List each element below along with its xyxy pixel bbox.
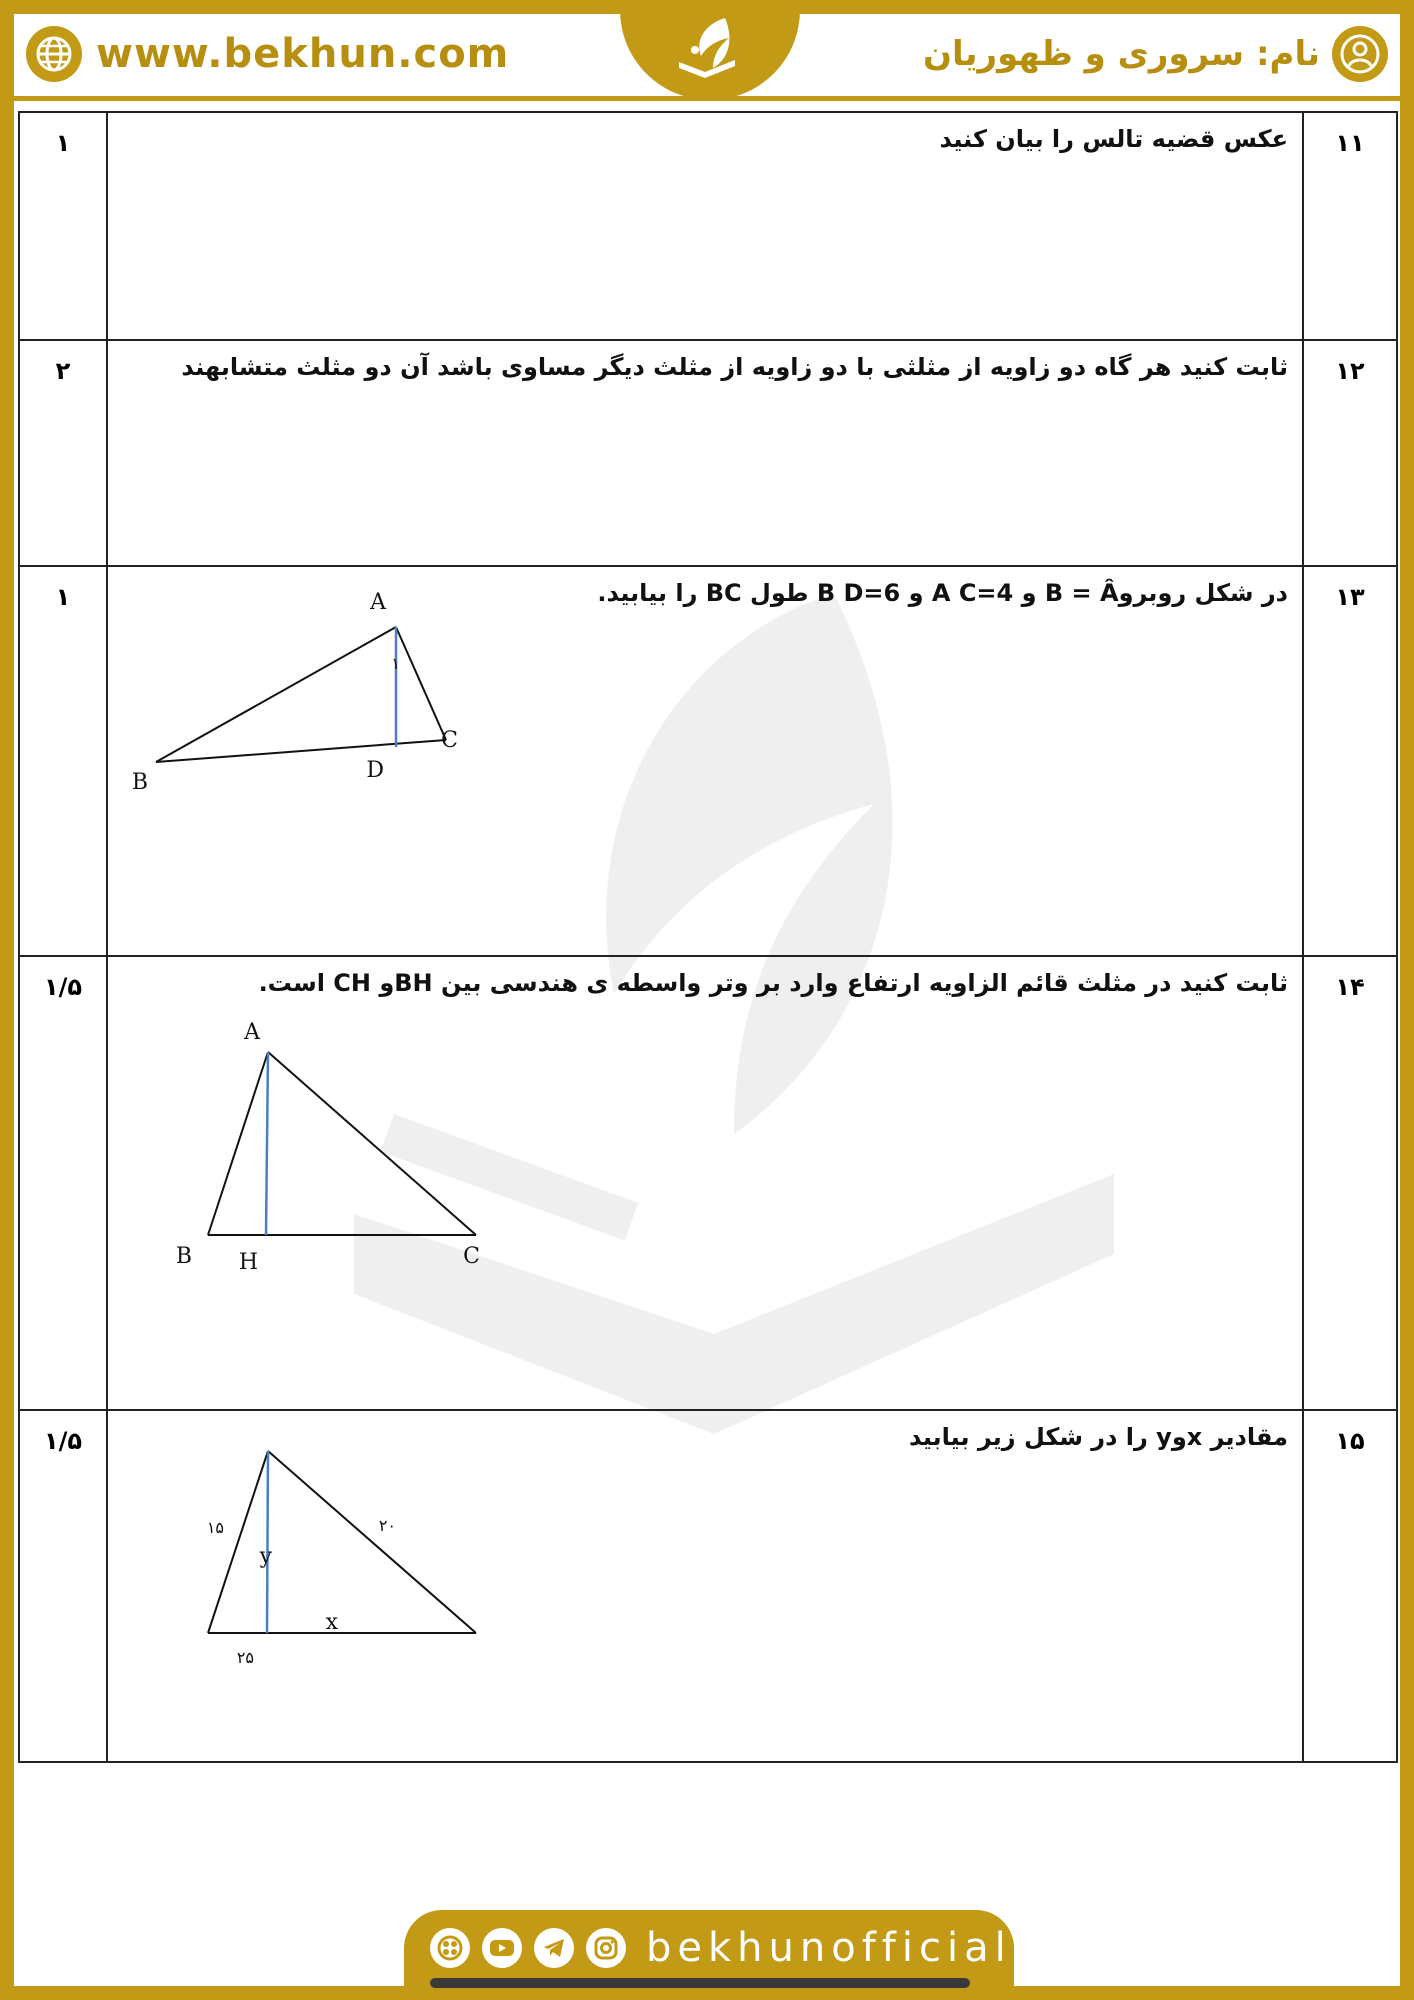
aparat-icon[interactable] bbox=[430, 1928, 470, 1968]
social-handle[interactable]: bekhunofficial bbox=[646, 1925, 1012, 1971]
angle-mark: ۱ bbox=[391, 654, 400, 673]
question-score: ۱/۵ bbox=[19, 956, 107, 1410]
questions-table bbox=[18, 111, 1398, 1763]
youtube-icon[interactable] bbox=[482, 1928, 522, 1968]
question-text: ثابت کنید در مثلث قائم الزاویه ارتفاع وارد بر وتر واسطه ی هندسی بین BHو CH است. bbox=[258, 969, 1288, 997]
question-text: در شکل روبروB = Â و A C=4 و B D=6 طول BC را بیابید. bbox=[597, 579, 1288, 607]
triangle-figure-13 bbox=[128, 577, 528, 817]
name-label: نام: سروری و ظهوریان bbox=[922, 34, 1320, 74]
globe-icon bbox=[26, 26, 82, 82]
vertex-c-label: C bbox=[441, 728, 458, 753]
question-row-11 bbox=[19, 112, 1397, 340]
question-score: ۱ bbox=[19, 112, 107, 340]
question-score: ۲ bbox=[19, 340, 107, 566]
vertex-b-label: B bbox=[175, 1244, 192, 1269]
question-number: ۱۵ bbox=[1303, 1410, 1397, 1762]
vertex-c-label: C bbox=[463, 1244, 480, 1269]
question-row-12 bbox=[19, 340, 1397, 566]
telegram-icon[interactable] bbox=[534, 1928, 574, 1968]
student-name bbox=[923, 24, 1388, 84]
side-ac bbox=[396, 627, 446, 740]
question-text: عکس قضیه تالس را بیان کنید bbox=[939, 125, 1288, 153]
question-score: ۱ bbox=[19, 566, 107, 956]
altitude bbox=[267, 1451, 268, 1633]
question-row-15 bbox=[19, 1410, 1397, 1762]
triangle-figure-15 bbox=[148, 1431, 548, 1671]
side-right bbox=[268, 1451, 476, 1633]
site-link[interactable] bbox=[26, 24, 509, 84]
side-ab bbox=[156, 627, 396, 762]
question-text: مقادیر xوy را در شکل زیر بیابید bbox=[908, 1423, 1288, 1451]
site-url[interactable]: www.bekhun.com bbox=[96, 31, 510, 77]
side-bc bbox=[156, 740, 446, 762]
footer-shadow bbox=[430, 1978, 970, 1988]
question-row-13 bbox=[19, 566, 1397, 956]
question-number: ۱۱ bbox=[1303, 112, 1397, 340]
altitude-ah bbox=[266, 1052, 268, 1235]
logo-mark bbox=[620, 0, 800, 100]
segment-label: x bbox=[325, 1610, 338, 1635]
vertex-h-label: H bbox=[238, 1250, 258, 1275]
user-icon bbox=[1332, 26, 1388, 82]
question-row-14 bbox=[19, 956, 1397, 1410]
question-body bbox=[107, 1410, 1303, 1762]
side-ac bbox=[268, 1052, 476, 1235]
footer-bar bbox=[404, 1910, 1014, 1986]
header-bar bbox=[14, 14, 1400, 101]
question-number: ۱۳ bbox=[1303, 566, 1397, 956]
side-ab bbox=[208, 1052, 268, 1235]
vertex-a-label: A bbox=[244, 1020, 260, 1045]
question-body bbox=[107, 566, 1303, 956]
height-label: y bbox=[259, 1544, 272, 1569]
vertex-d-label: D bbox=[366, 758, 384, 783]
question-body bbox=[107, 112, 1303, 340]
base-left-label: ۲۵ bbox=[236, 1648, 254, 1667]
page bbox=[14, 14, 1400, 1986]
side-left-label: ۱۵ bbox=[206, 1518, 224, 1537]
question-body bbox=[107, 956, 1303, 1410]
side-left bbox=[208, 1451, 268, 1633]
question-score: ۱/۵ bbox=[19, 1410, 107, 1762]
vertex-a-label: A bbox=[370, 590, 386, 615]
question-body bbox=[107, 340, 1303, 566]
vertex-b-label: B bbox=[131, 770, 148, 795]
triangle-figure-14 bbox=[148, 1017, 548, 1277]
question-text: ثابت کنید هر گاه دو زاویه از مثلثی با دو زاویه از مثلث دیگر مساوی باشد آن دو مثلث متشابهند bbox=[181, 353, 1288, 381]
instagram-icon[interactable] bbox=[586, 1928, 626, 1968]
question-number: ۱۴ bbox=[1303, 956, 1397, 1410]
side-right-label: ۲۰ bbox=[378, 1516, 396, 1535]
question-number: ۱۲ bbox=[1303, 340, 1397, 566]
